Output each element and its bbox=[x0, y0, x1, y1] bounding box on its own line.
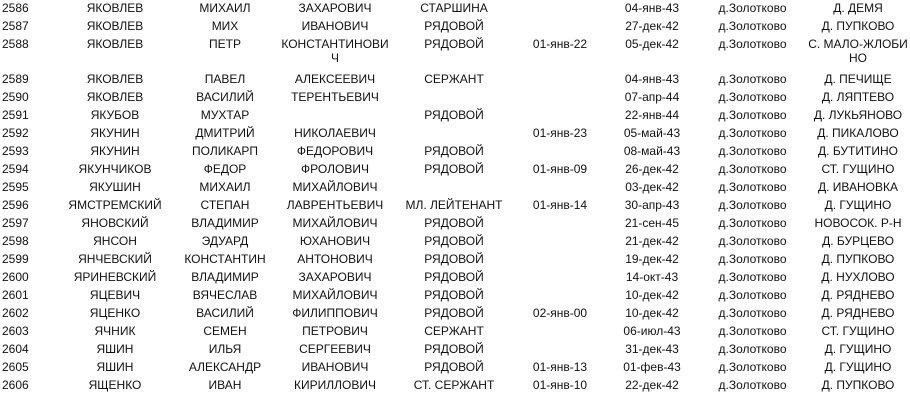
burial-place-cell: д.Золотково bbox=[718, 144, 787, 158]
patronymic-cell bbox=[280, 107, 390, 125]
table-row bbox=[0, 107, 910, 125]
origin-place-cell: Д. ЛЯПТЕВО bbox=[821, 90, 895, 104]
record-number-cell: 2600 bbox=[2, 270, 29, 284]
last-name-cell: ЯЦЕВИЧ bbox=[89, 288, 141, 302]
burial-place-cell: д.Золотково bbox=[718, 180, 787, 194]
birth-date-cell bbox=[512, 107, 608, 125]
birth-date-cell: 01-янв-13 bbox=[532, 360, 588, 374]
table-row bbox=[0, 215, 910, 233]
record-number-cell: 2587 bbox=[2, 19, 29, 33]
last-name-cell: ЯКОВЛЕВ bbox=[86, 72, 144, 86]
birth-date-cell bbox=[512, 341, 608, 359]
origin-place-cell: Д. ПУПКОВО bbox=[821, 378, 895, 392]
birth-date-cell: 01-янв-23 bbox=[532, 126, 588, 140]
death-date-cell: 21-сен-45 bbox=[625, 216, 679, 230]
record-number-cell: 2591 bbox=[2, 108, 29, 122]
burial-place-cell: д.Золотково bbox=[718, 270, 787, 284]
table-row bbox=[0, 305, 910, 323]
patronymic-cell: АЛЕКСЕЕВИЧ bbox=[294, 72, 376, 86]
first-name-cell: СЕМЕН bbox=[203, 324, 247, 338]
burial-place-cell: д.Золотково bbox=[718, 342, 787, 356]
record-number-cell: 2592 bbox=[2, 126, 29, 140]
last-name-cell: ЯКОВЛЕВ bbox=[86, 19, 144, 33]
record-number-cell: 2588 bbox=[2, 37, 29, 51]
burial-place-cell: д.Золотково bbox=[718, 72, 787, 86]
origin-place-cell: Д. БУРЦЕВО bbox=[822, 234, 894, 248]
patronymic-cell: АНТОНОВИЧ bbox=[297, 252, 373, 266]
last-name-cell: ЯКУШИН bbox=[89, 180, 141, 194]
origin-place-cell: Д. НУХЛОВО bbox=[821, 270, 895, 284]
last-name-cell: ЯШИН bbox=[96, 360, 134, 374]
death-date-cell: 14-окт-43 bbox=[625, 270, 679, 284]
death-date-cell: 06-июл-43 bbox=[623, 324, 681, 338]
burial-place-cell: д.Золотково bbox=[718, 19, 787, 33]
record-number-cell: 2601 bbox=[2, 288, 29, 302]
first-name-cell: ДМИТРИЙ bbox=[195, 126, 255, 140]
table-row bbox=[0, 377, 910, 395]
burial-place-cell: д.Золотково bbox=[718, 37, 787, 51]
record-number-cell: 2597 bbox=[2, 216, 29, 230]
first-name-cell: КОНСТАНТИН bbox=[184, 252, 266, 266]
burial-place-cell: д.Золотково bbox=[718, 252, 787, 266]
last-name-cell: ЯКУНЧИКОВ bbox=[78, 162, 152, 176]
burial-place-cell: д.Золотково bbox=[718, 306, 787, 320]
patronymic-cell: ФЕДОРОВИЧ bbox=[296, 144, 374, 158]
last-name-cell: ЯКОВЛЕВ bbox=[86, 1, 144, 15]
patronymic-cell: ФРОЛОВИЧ bbox=[301, 162, 369, 176]
rank-cell: СЕРЖАНТ bbox=[424, 324, 484, 338]
record-number-cell: 2589 bbox=[2, 72, 29, 86]
birth-date-cell: 02-янв-00 bbox=[532, 306, 588, 320]
first-name-cell: ИЛЬЯ bbox=[208, 342, 242, 356]
record-number-cell: 2603 bbox=[2, 324, 29, 338]
rank-cell: РЯДОВОЙ bbox=[424, 288, 484, 302]
burial-place-cell: д.Золотково bbox=[718, 162, 787, 176]
death-date-cell: 04-янв-43 bbox=[624, 1, 680, 15]
birth-date-cell bbox=[512, 89, 608, 107]
birth-date-cell bbox=[512, 18, 608, 36]
birth-date-cell: 01-янв-10 bbox=[532, 378, 588, 392]
table-row bbox=[0, 125, 910, 143]
table-row bbox=[0, 323, 910, 341]
last-name-cell: ЯКУНИН bbox=[90, 126, 140, 140]
record-number-cell: 2605 bbox=[2, 360, 29, 374]
birth-date-cell: 01-янв-22 bbox=[532, 37, 588, 51]
patronymic-cell: МИХАЙЛОВИЧ bbox=[292, 216, 378, 230]
rank-cell: СТАРШИНА bbox=[420, 1, 488, 15]
origin-place-cell: СТ. ГУЩИНО bbox=[821, 162, 895, 176]
patronymic-cell: МИХАЙЛОВИЧ bbox=[292, 288, 378, 302]
last-name-cell: ЯКУБОВ bbox=[90, 108, 140, 122]
birth-date-cell bbox=[512, 233, 608, 251]
burial-place-cell: д.Золотково bbox=[718, 198, 787, 212]
first-name-cell: МИХАИЛ bbox=[199, 1, 251, 15]
last-name-cell: ЯРИНЕВСКИЙ bbox=[73, 270, 157, 284]
burial-place-cell: д.Золотково bbox=[718, 360, 787, 374]
origin-place-cell: Д. ДЕМЯ bbox=[833, 1, 883, 15]
origin-place-cell: Д. ГУЩИНО bbox=[824, 342, 892, 356]
table-row bbox=[0, 18, 910, 36]
first-name-cell: ЭДУАРД bbox=[201, 234, 249, 248]
patronymic-cell: СЕРГЕЕВИЧ bbox=[299, 342, 371, 356]
record-number-cell: 2602 bbox=[2, 306, 29, 320]
last-name-cell: ЯЩЕНКО bbox=[88, 378, 142, 392]
death-date-cell: 07-апр-44 bbox=[624, 90, 680, 104]
death-date-cell: 31-дек-43 bbox=[625, 342, 679, 356]
first-name-cell: ПОЛИКАРП bbox=[192, 144, 258, 158]
rank-cell: РЯДОВОЙ bbox=[424, 162, 484, 176]
death-date-cell: 27-дек-42 bbox=[625, 19, 679, 33]
record-number-cell: 2586 bbox=[2, 1, 29, 15]
patronymic-cell: МИХАЙЛОВИЧ bbox=[292, 180, 378, 194]
table-row bbox=[0, 359, 910, 377]
last-name-cell: ЯМСТРЕМСКИЙ bbox=[68, 198, 162, 212]
origin-place-cell: Д. ЛУКЬЯНОВО bbox=[813, 108, 903, 122]
patronymic-cell: ЛАВРЕНТЬЕВИЧ bbox=[286, 198, 384, 212]
record-number-cell: 2606 bbox=[2, 378, 29, 392]
rank-cell: РЯДОВОЙ bbox=[424, 37, 484, 51]
burial-place-cell: д.Золотково bbox=[718, 324, 787, 338]
birth-date-cell bbox=[512, 287, 608, 305]
first-name-cell: ВАСИЛИЙ bbox=[196, 90, 254, 104]
record-number-cell: 2590 bbox=[2, 90, 29, 104]
death-date-cell: 10-дек-42 bbox=[625, 288, 679, 302]
last-name-cell: ЯЧНИК bbox=[94, 324, 136, 338]
last-name-cell: ЯШИН bbox=[96, 342, 134, 356]
record-number-cell: 2604 bbox=[2, 342, 29, 356]
table-row bbox=[0, 233, 910, 251]
first-name-cell: ВЛАДИМИР bbox=[191, 216, 259, 230]
first-name-cell: ИВАН bbox=[208, 378, 242, 392]
burial-place-cell: д.Золотково bbox=[718, 378, 787, 392]
patronymic-cell: КИРИЛЛОВИЧ bbox=[294, 378, 376, 392]
patronymic-cell: КОНСТАНТИНОВИЧ bbox=[281, 37, 389, 65]
table-row bbox=[0, 89, 910, 107]
rank-cell bbox=[398, 89, 510, 107]
table-row bbox=[0, 36, 910, 72]
record-number-cell: 2599 bbox=[2, 252, 29, 266]
origin-place-cell: Д. РЯДНЕВО bbox=[821, 288, 895, 302]
record-number-cell: 2598 bbox=[2, 234, 29, 248]
rank-cell: МЛ. ЛЕЙТЕНАНТ bbox=[405, 198, 503, 212]
death-date-cell: 05-май-43 bbox=[623, 126, 681, 140]
last-name-cell: ЯНСОН bbox=[93, 234, 137, 248]
death-date-cell: 03-дек-42 bbox=[625, 180, 679, 194]
record-number-cell: 2595 bbox=[2, 180, 29, 194]
rank-cell: РЯДОВОЙ bbox=[424, 306, 484, 320]
last-name-cell: ЯКОВЛЕВ bbox=[86, 90, 144, 104]
patronymic-cell: ЮХАНОВИЧ bbox=[299, 234, 371, 248]
record-number-cell: 2594 bbox=[2, 162, 29, 176]
first-name-cell: МИХ bbox=[211, 19, 239, 33]
death-date-cell: 04-янв-43 bbox=[624, 72, 680, 86]
last-name-cell: ЯКУНИН bbox=[90, 144, 140, 158]
patronymic-cell: ЗАХАРОВИЧ bbox=[298, 270, 372, 284]
patronymic-cell: ФИЛИППОВИЧ bbox=[292, 306, 378, 320]
table-row bbox=[0, 251, 910, 269]
rank-cell: РЯДОВОЙ bbox=[424, 108, 484, 122]
patronymic-cell: ЗАХАРОВИЧ bbox=[298, 1, 372, 15]
death-date-cell: 22-дек-42 bbox=[625, 378, 679, 392]
last-name-cell: ЯНОВСКИЙ bbox=[81, 216, 149, 230]
birth-date-cell bbox=[512, 71, 608, 89]
first-name-cell: ПАВЕЛ bbox=[204, 72, 246, 86]
rank-cell: РЯДОВОЙ bbox=[424, 252, 484, 266]
last-name-cell: ЯЦЕНКО bbox=[89, 306, 141, 320]
first-name-cell: МИХАИЛ bbox=[199, 180, 251, 194]
rank-cell: РЯДОВОЙ bbox=[424, 234, 484, 248]
origin-place-cell: СТ. ГУЩИНО bbox=[821, 324, 895, 338]
birth-date-cell bbox=[512, 251, 608, 269]
rank-cell: РЯДОВОЙ bbox=[424, 360, 484, 374]
burial-place-cell: д.Золотково bbox=[718, 108, 787, 122]
origin-place-cell: Д. ПУПКОВО bbox=[821, 19, 895, 33]
birth-date-cell bbox=[512, 269, 608, 287]
rank-cell bbox=[398, 125, 510, 143]
patronymic-cell: ПЕТРОВИЧ bbox=[302, 324, 368, 338]
table-row bbox=[0, 269, 910, 287]
burial-place-cell: д.Золотково bbox=[718, 1, 787, 15]
rank-cell bbox=[398, 179, 510, 197]
patronymic-cell: ИВАНОВИЧ bbox=[301, 19, 369, 33]
burial-place-cell: д.Золотково bbox=[718, 90, 787, 104]
origin-place-cell: Д. ИВАНОВКА bbox=[817, 180, 899, 194]
origin-place-cell: Д. ГУЩИНО bbox=[824, 360, 892, 374]
rank-cell: СТ. СЕРЖАНТ bbox=[413, 378, 495, 392]
death-date-cell: 22-янв-44 bbox=[624, 108, 680, 122]
rank-cell: СЕРЖАНТ bbox=[424, 72, 484, 86]
origin-place-cell: Д. БУТИТИНО bbox=[818, 144, 898, 158]
origin-place-cell: Д. ПУПКОВО bbox=[821, 252, 895, 266]
burial-place-cell: д.Золотково bbox=[718, 234, 787, 248]
first-name-cell: ПЕТР bbox=[209, 37, 241, 51]
record-number-cell: 2596 bbox=[2, 198, 29, 212]
table-row bbox=[0, 197, 910, 215]
patronymic-cell: НИКОЛАЕВИЧ bbox=[294, 126, 376, 140]
death-date-cell: 10-дек-42 bbox=[625, 306, 679, 320]
table-row bbox=[0, 0, 910, 18]
birth-date-cell bbox=[512, 143, 608, 161]
first-name-cell: СТЕПАН bbox=[200, 198, 250, 212]
first-name-cell: МУХТАР bbox=[200, 108, 250, 122]
birth-date-cell bbox=[512, 179, 608, 197]
rank-cell: РЯДОВОЙ bbox=[424, 216, 484, 230]
death-date-cell: 30-апр-43 bbox=[624, 198, 680, 212]
patronymic-cell: ИВАНОВИЧ bbox=[301, 360, 369, 374]
death-date-cell: 01-фев-43 bbox=[623, 360, 681, 374]
origin-place-cell: Д. ГУЩИНО bbox=[824, 198, 892, 212]
origin-place-cell: Д. РЯДНЕВО bbox=[821, 306, 895, 320]
table-row bbox=[0, 71, 910, 89]
birth-date-cell bbox=[512, 215, 608, 233]
table-row bbox=[0, 143, 910, 161]
table-row bbox=[0, 341, 910, 359]
last-name-cell: ЯКОВЛЕВ bbox=[86, 37, 144, 51]
record-number-cell: 2593 bbox=[2, 144, 29, 158]
rank-cell: РЯДОВОЙ bbox=[424, 144, 484, 158]
first-name-cell: ВЯЧЕСЛАВ bbox=[192, 288, 258, 302]
rank-cell: РЯДОВОЙ bbox=[424, 342, 484, 356]
birth-date-cell bbox=[512, 0, 608, 18]
first-name-cell: ВЛАДИМИР bbox=[191, 270, 259, 284]
death-date-cell: 19-дек-42 bbox=[625, 252, 679, 266]
first-name-cell: ВАСИЛИЙ bbox=[196, 306, 254, 320]
birth-date-cell bbox=[512, 323, 608, 341]
table-row bbox=[0, 287, 910, 305]
last-name-cell: ЯНЧЕВСКИЙ bbox=[78, 252, 152, 266]
birth-date-cell: 01-янв-09 bbox=[532, 162, 588, 176]
origin-place-cell: НОВОСОК. Р-Н bbox=[814, 216, 902, 230]
burial-place-cell: д.Золотково bbox=[718, 126, 787, 140]
death-date-cell: 05-дек-42 bbox=[625, 37, 679, 51]
birth-date-cell: 01-янв-14 bbox=[532, 198, 588, 212]
burial-place-cell: д.Золотково bbox=[718, 288, 787, 302]
origin-place-cell: Д. ПИКАЛОВО bbox=[817, 126, 899, 140]
rank-cell: РЯДОВОЙ bbox=[424, 270, 484, 284]
table-row bbox=[0, 179, 910, 197]
death-date-cell: 08-май-43 bbox=[623, 144, 681, 158]
first-name-cell: ФЕДОР bbox=[203, 162, 247, 176]
rank-cell: РЯДОВОЙ bbox=[424, 19, 484, 33]
first-name-cell: АЛЕКСАНДР bbox=[188, 360, 262, 374]
burial-place-cell: д.Золотково bbox=[718, 216, 787, 230]
table-row bbox=[0, 161, 910, 179]
death-date-cell: 21-дек-42 bbox=[625, 234, 679, 248]
origin-place-cell: Д. ПЕЧИЩЕ bbox=[824, 72, 892, 86]
patronymic-cell: ТЕРЕНТЬЕВИЧ bbox=[291, 90, 379, 104]
origin-place-cell: С. МАЛО-ЖЛОБИНО bbox=[808, 37, 908, 65]
death-date-cell: 26-дек-42 bbox=[625, 162, 679, 176]
